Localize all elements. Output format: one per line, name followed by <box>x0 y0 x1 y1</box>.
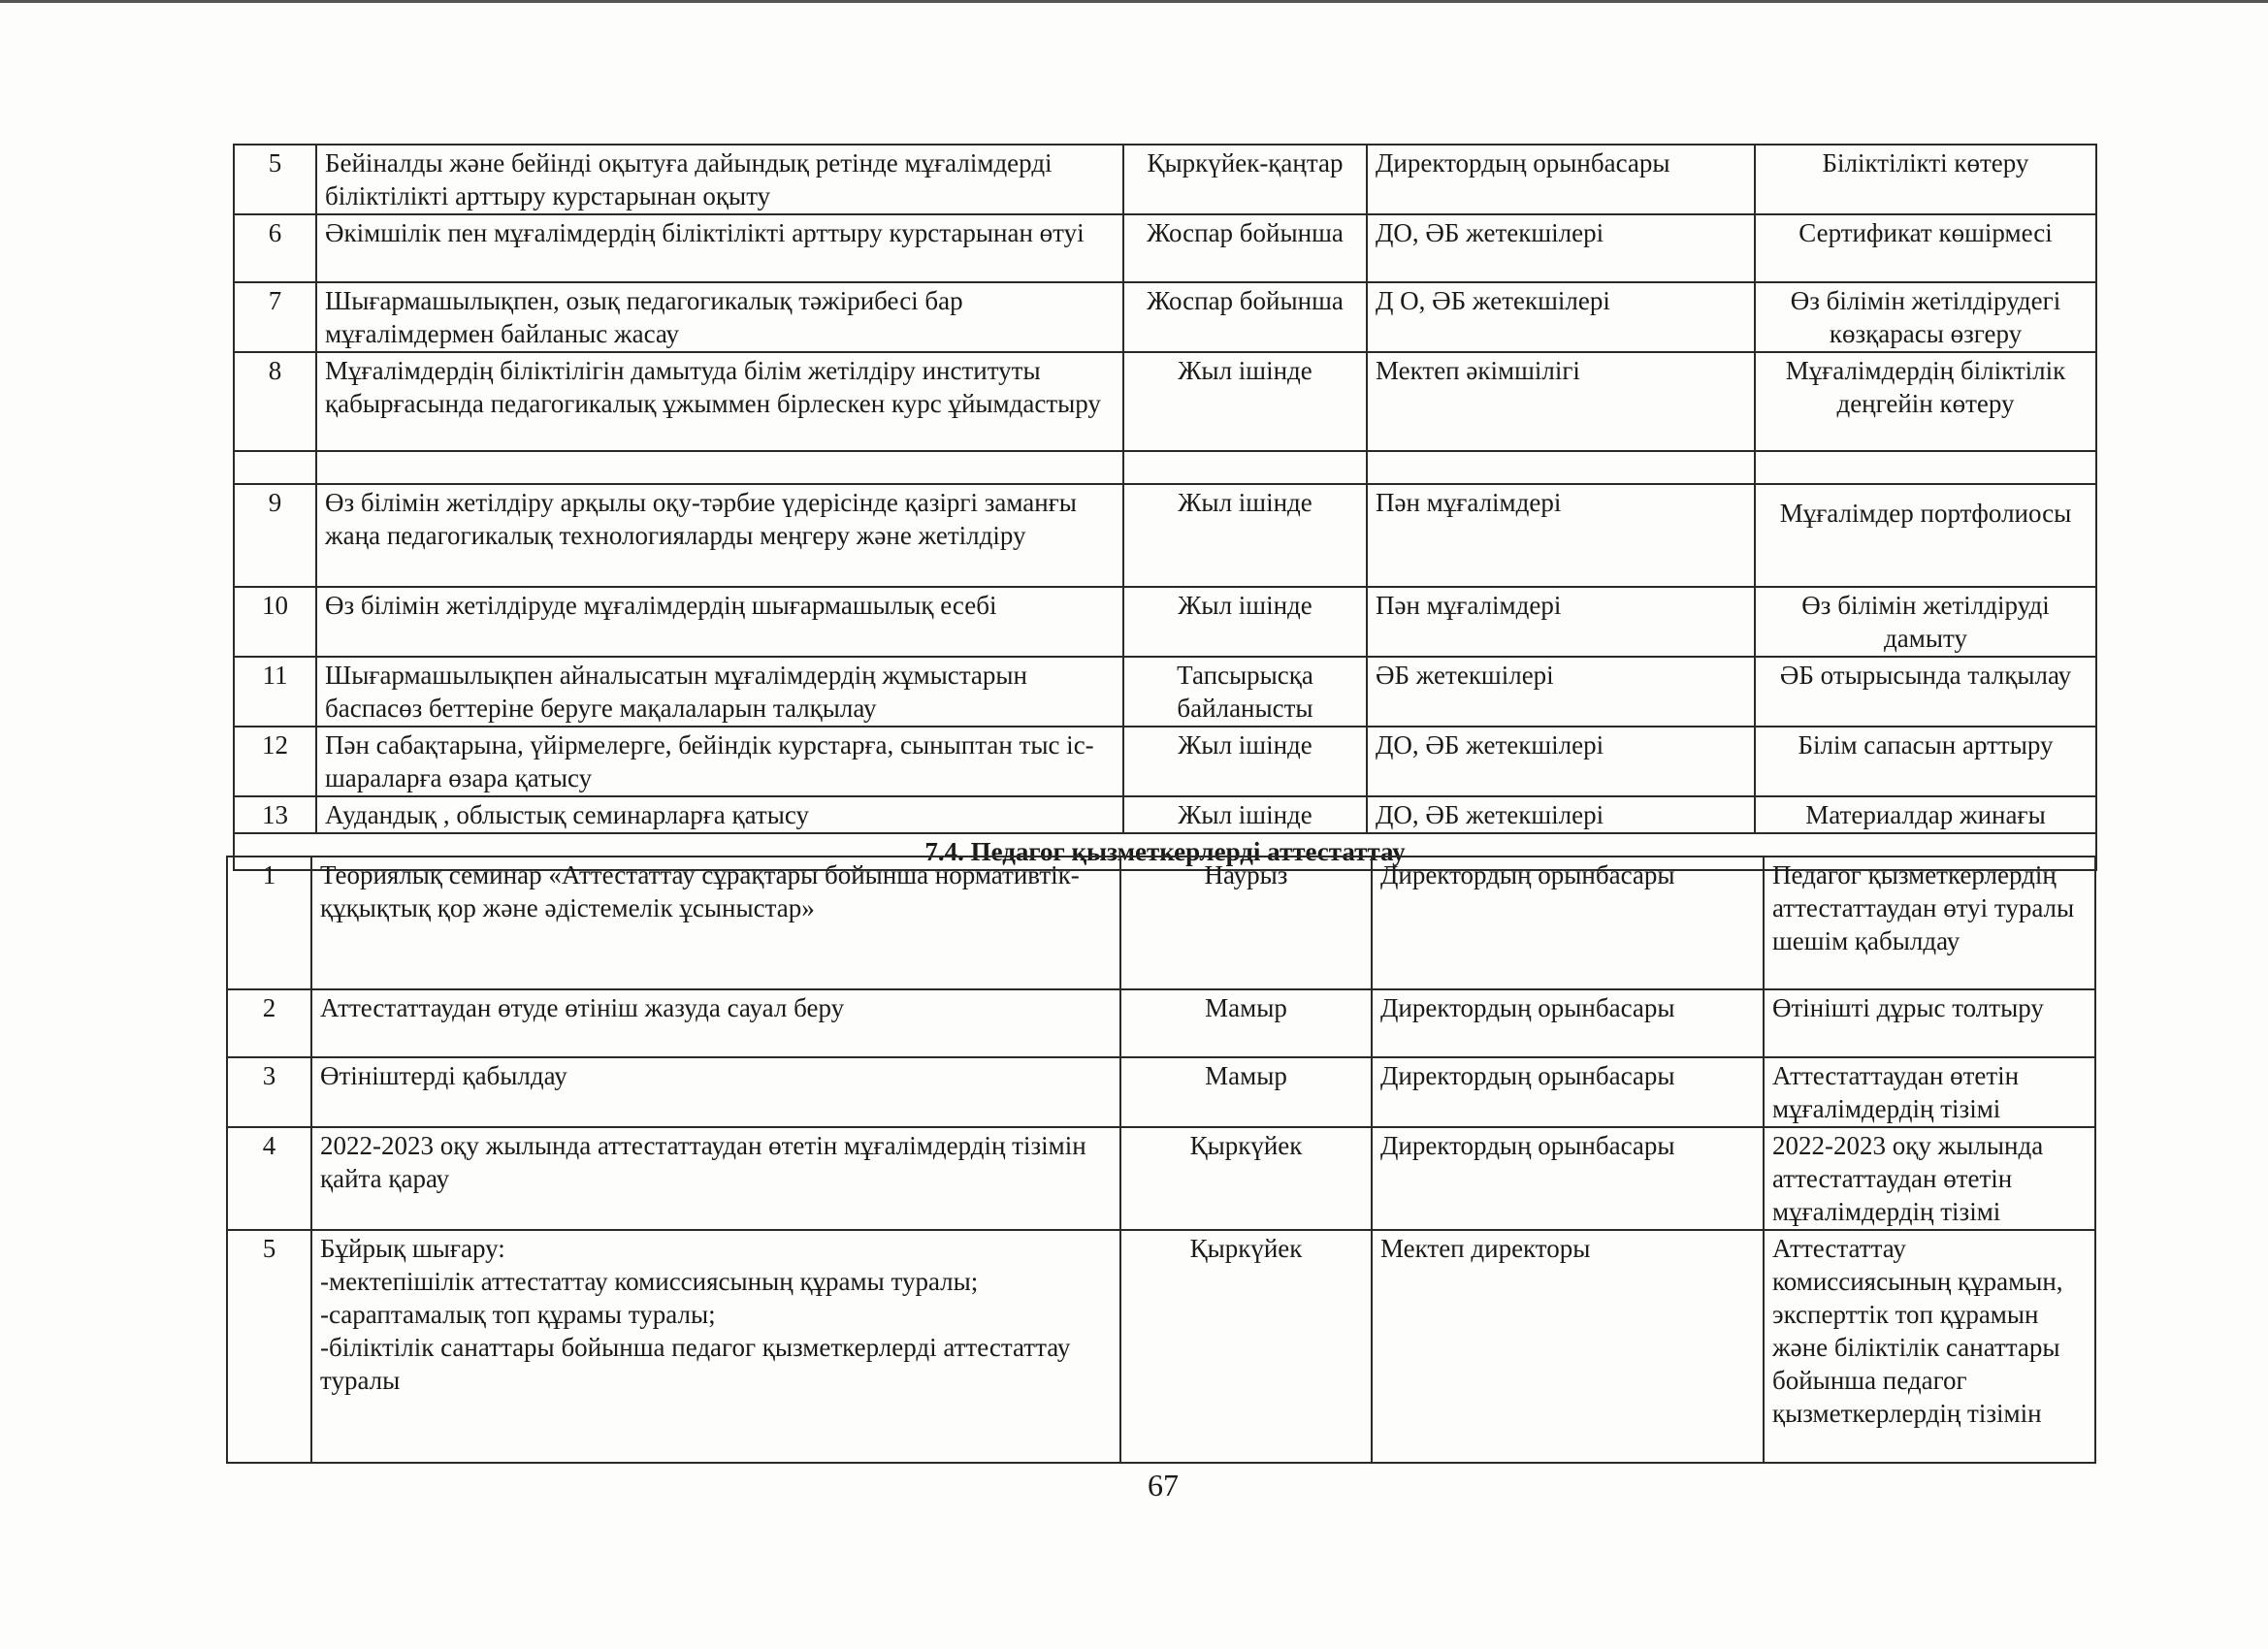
result-cell: Материалдар жинағы <box>1755 796 2096 833</box>
result-cell: Білім сапасын арттыру <box>1755 727 2096 796</box>
term-cell: Жыл ішінде <box>1123 727 1367 796</box>
row-number: 7 <box>234 282 316 352</box>
term-cell: Тапсырысқа байланысты <box>1123 657 1367 727</box>
result-cell: ӘБ отырысында талқылау <box>1755 657 2096 727</box>
row-number: 11 <box>234 657 316 727</box>
term-cell: Жоспар бойынша <box>1123 282 1367 352</box>
term-cell: Қыркүйек <box>1120 1127 1372 1230</box>
table-row <box>234 727 2096 796</box>
task-cell: Аттестаттаудан өтуде өтініш жазуда сауал беру <box>311 989 1120 1057</box>
task-cell: Мұғалімдердің біліктілігін дамытуда білім жетілдіру институты қабырғасында педагогикалық ұжыммен бірлескен курс ұйымдастыру <box>316 352 1123 451</box>
task-line: Бұйрық шығару: <box>320 1234 505 1263</box>
result-cell: 2022-2023 оқу жылында аттестаттаудан өтетін мұғалімдердің тізімі <box>1764 1127 2095 1230</box>
responsible-cell: ДО, ӘБ жетекшілері <box>1367 214 1755 282</box>
scan-top-edge <box>0 0 2268 3</box>
table-row <box>234 796 2096 833</box>
row-number: 5 <box>227 1230 311 1463</box>
row-number: 12 <box>234 727 316 796</box>
row-number: 9 <box>234 484 316 587</box>
row-number: 6 <box>234 214 316 282</box>
result-cell: Сертификат көшірмесі <box>1755 214 2096 282</box>
table-row <box>234 484 2096 587</box>
empty-cell <box>1755 451 2096 484</box>
table-row <box>227 1230 2095 1463</box>
responsible-cell: Мектеп директоры <box>1372 1230 1764 1463</box>
table-row <box>234 657 2096 727</box>
table-row <box>234 214 2096 282</box>
term-cell: Жыл ішінде <box>1123 352 1367 451</box>
plan-table-continued <box>233 144 2097 871</box>
result-cell: Мұғалімдердің біліктілік деңгейін көтеру <box>1755 352 2096 451</box>
row-number: 2 <box>227 989 311 1057</box>
responsible-cell: Директордың орынбасары <box>1372 1057 1764 1127</box>
empty-cell <box>316 451 1123 484</box>
responsible-cell: Директордың орынбасары <box>1372 989 1764 1057</box>
responsible-cell: ДО, ӘБ жетекшілері <box>1367 727 1755 796</box>
row-number: 1 <box>227 857 311 989</box>
term-cell: Жыл ішінде <box>1123 484 1367 587</box>
term-cell: Мамыр <box>1120 1057 1372 1127</box>
table-row <box>227 857 2095 989</box>
result-cell: Өз білімін жетілдірудегі көзқарасы өзгеру <box>1755 282 2096 352</box>
row-number: 10 <box>234 587 316 657</box>
result-cell: Аттестаттаудан өтетін мұғалімдердің тізімі <box>1764 1057 2095 1127</box>
task-cell: Өз білімін жетілдіру арқылы оқу-тәрбие үдерісінде қазіргі заманғы жаңа педагогикалық технологияларды меңгеру және жетілдіру <box>316 484 1123 587</box>
task-line: -біліктілік санаттары бойынша педагог қызметкерлерді аттестаттау туралы <box>320 1333 1071 1395</box>
task-cell <box>311 1230 1120 1463</box>
table-row <box>234 282 2096 352</box>
row-number: 5 <box>234 145 316 214</box>
section-title: 7.4. Педагог қызметкерлерді аттестаттау <box>234 833 2096 870</box>
table-row <box>234 587 2096 657</box>
responsible-cell: Д О, ӘБ жетекшілері <box>1367 282 1755 352</box>
term-cell: Жыл ішінде <box>1123 796 1367 833</box>
responsible-cell: Директордың орынбасары <box>1372 857 1764 989</box>
task-cell: Аудандық , облыстық семинарларға қатысу <box>316 796 1123 833</box>
task-cell: Пән сабақтарына, үйірмелерге, бейіндік курстарға, сыныптан тыс іс-шараларға өзара қатысу <box>316 727 1123 796</box>
result-cell: Мұғалімдер портфолиосы <box>1755 484 2096 587</box>
row-number: 13 <box>234 796 316 833</box>
term-cell: Наурыз <box>1120 857 1372 989</box>
empty-row <box>234 451 2096 484</box>
task-line: -сараптамалық топ құрамы туралы; <box>320 1300 716 1329</box>
page-number: 67 <box>1148 1468 1179 1503</box>
task-line: -мектепішілік аттестаттау комиссиясының құрамы туралы; <box>320 1267 979 1296</box>
row-number: 4 <box>227 1127 311 1230</box>
responsible-cell: Мектеп әкімшілігі <box>1367 352 1755 451</box>
responsible-cell: Директордың орынбасары <box>1372 1127 1764 1230</box>
term-cell: Қыркүйек <box>1120 1230 1372 1463</box>
result-cell: Біліктілікті көтеру <box>1755 145 2096 214</box>
term-cell: Жоспар бойынша <box>1123 214 1367 282</box>
task-cell: 2022-2023 оқу жылында аттестаттаудан өтетін мұғалімдердің тізімін қайта қарау <box>311 1127 1120 1230</box>
responsible-cell: Пән мұғалімдері <box>1367 484 1755 587</box>
attestation-table <box>226 856 2096 1464</box>
term-cell: Жыл ішінде <box>1123 587 1367 657</box>
empty-cell <box>1123 451 1367 484</box>
table-row <box>227 1127 2095 1230</box>
row-number: 8 <box>234 352 316 451</box>
task-cell: Теориялық семинар «Аттестаттау сұрақтары бойынша нормативтік-құқықтық қор және әдістемелік ұсыныстар» <box>311 857 1120 989</box>
responsible-cell: Директордың орынбасары <box>1367 145 1755 214</box>
task-cell: Шығармашылықпен айналысатын мұғалімдердің жұмыстарын баспасөз беттеріне беруге мақалаларын талқылау <box>316 657 1123 727</box>
task-cell: Өтініштерді қабылдау <box>311 1057 1120 1127</box>
result-cell: Өтінішті дұрыс толтыру <box>1764 989 2095 1057</box>
task-cell: Әкімшілік пен мұғалімдердің біліктілікті арттыру курстарынан өтуі <box>316 214 1123 282</box>
term-cell: Мамыр <box>1120 989 1372 1057</box>
result-cell: Өз білімін жетілдіруді дамыту <box>1755 587 2096 657</box>
row-number: 3 <box>227 1057 311 1127</box>
table-row <box>234 352 2096 451</box>
responsible-cell: Пән мұғалімдері <box>1367 587 1755 657</box>
result-cell: Аттестаттау комиссиясының құрамын, эксперттік топ құрамын және біліктілік санаттары бойынша педагог қызметкерлердің тізімін <box>1764 1230 2095 1463</box>
responsible-cell: ДО, ӘБ жетекшілері <box>1367 796 1755 833</box>
responsible-cell: ӘБ жетекшілері <box>1367 657 1755 727</box>
task-cell: Өз білімін жетілдіруде мұғалімдердің шығармашылық есебі <box>316 587 1123 657</box>
task-cell: Бейіналды және бейінді оқытуға дайындық ретінде мұғалімдерді біліктілікті арттыру курстарынан оқыту <box>316 145 1123 214</box>
result-cell: Педагог қызметкерлердің аттестаттаудан өтуі туралы шешім қабылдау <box>1764 857 2095 989</box>
task-cell: Шығармашылықпен, озық педагогикалық тәжірибесі бар мұғалімдермен байланыс жасау <box>316 282 1123 352</box>
empty-cell <box>1367 451 1755 484</box>
table-row <box>227 1057 2095 1127</box>
empty-cell <box>234 451 316 484</box>
table-row <box>227 989 2095 1057</box>
term-cell: Қыркүйек-қаңтар <box>1123 145 1367 214</box>
table-row <box>234 145 2096 214</box>
